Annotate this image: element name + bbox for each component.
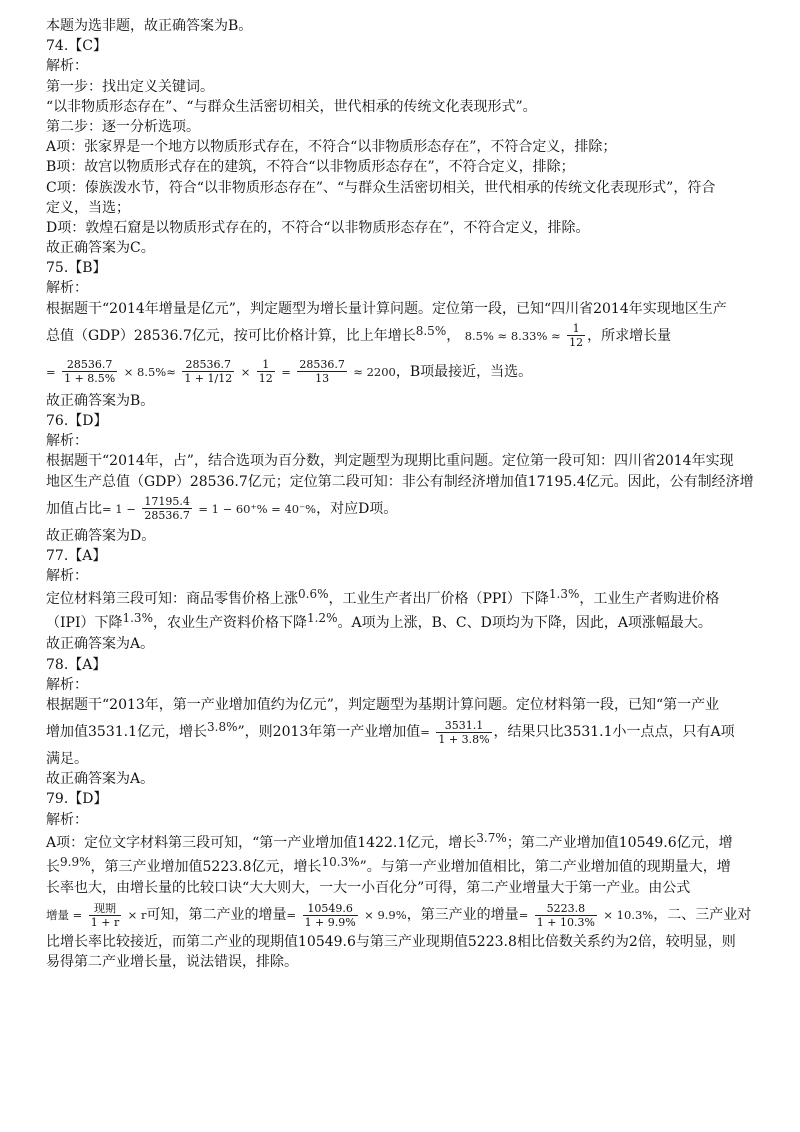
question-number: 78.【A】	[46, 656, 107, 673]
text-line: 根据题干“2014年增量是亿元”，判定题型为增长量计算问题。定位第一段，已知“四川省2014年实现地区生产	[46, 300, 727, 317]
formula-fraction: $\frac{17195.4}{28536.7}$	[144, 495, 190, 523]
analysis-label: 解析：	[46, 811, 88, 828]
formula-fraction: $\frac{5223.8}{1 + 10.3\%}$	[536, 901, 595, 929]
formula-inline: 9.9%	[60, 854, 91, 869]
text-line-with-formula: 增量 = $\frac{\text{现期}}{1 + r}$ × r可知，第二产业的增量= $\frac{10549.6}{1 + 9.9\%}$ × 9.9%，第三产业的增量= $\frac{5223.8}{1 + 10.3\%}$ × 10.3%，二、三产业对	[46, 901, 752, 929]
formula-inline: 3.7%	[476, 830, 507, 845]
formula-fraction: $\frac{28536.7}{13}$	[299, 358, 345, 386]
analysis-label: 解析：	[46, 58, 88, 75]
analysis-label: 解析：	[46, 568, 88, 585]
text-line: “以非物质形态存在”、“与群众生活密切相关，世代相承的传统文化表现形式”。	[46, 98, 537, 115]
text-line: 地区生产总值（GDP）28536.7亿元；定位第二段可知：非公有制经济增加值17195.4亿元。因此，公有制经济增	[46, 473, 754, 490]
formula-fraction: $\frac{1}{12}$	[569, 322, 584, 350]
text-line: 故正确答案为A。	[46, 636, 155, 653]
text-line-with-formula: 定位材料第三段可知：商品零售价格上涨0.6%，工业生产者出厂价格（PPI）下降1.3%，工业生产者购进价格	[46, 587, 720, 608]
analysis-label: 解析：	[46, 433, 88, 450]
analysis-label: 解析：	[46, 676, 88, 693]
text-line-with-formula: A项：定位文字材料第三段可知，“第一产业增加值1422.1亿元，增长3.7%；第二产业增加值10549.6亿元，增	[46, 830, 733, 851]
text-line-with-formula: 长9.9%，第三产业增加值5223.8亿元，增长10.3%”。与第一产业增加值相比，第二产业增加值的现期量大，增	[46, 854, 731, 875]
text-segment: ，所求增长量	[587, 327, 672, 344]
formula-inline: 1.3%	[122, 611, 153, 626]
formula-fraction: $\frac{\text{现期}}{1 + r}$	[90, 901, 120, 929]
text-line: 满足。	[46, 751, 88, 768]
text-line: 故正确答案为B。	[46, 392, 155, 409]
text-line: 故正确答案为C。	[46, 240, 155, 257]
text-line: C项：傣族泼水节，符合“以非物质形态存在”、“与群众生活密切相关，世代相承的传统文化表现形式”，符合	[46, 179, 716, 196]
text-line: B项：故宫以物质形式存在的建筑，不符合“以非物质形态存在”，不符合定义，排除；	[46, 159, 575, 176]
question-number: 74.【C】	[46, 38, 107, 55]
formula-inline: 10.3%	[321, 854, 360, 869]
formula-inline: 3.8%	[207, 720, 238, 735]
text-line: 本题为选非题，故正确答案为B。	[46, 18, 253, 34]
text-line: 定义，当选；	[46, 199, 130, 216]
text-line: 第二步：逐一分析选项。	[46, 118, 200, 135]
question-number: 76.【D】	[46, 413, 108, 429]
formula-fraction: $\frac{28536.7}{1 + 1/12}$	[184, 358, 233, 386]
text-line: D项：敦煌石窟是以物质形式存在的，不符合“以非物质形态存在”，不符合定义，排除。	[46, 219, 590, 236]
formula-inline: 1.3%	[548, 587, 580, 602]
question-number: 75.【B】	[46, 260, 107, 277]
formula-inline: 8.5% ≈ 8.33% ≈	[464, 328, 561, 343]
formula-fraction: $\frac{28536.7}{1 + 8.5\%}$	[64, 358, 116, 386]
text-line: 根据题干“2014年，占”，结合选项为百分数，判定题型为现期比重问题。定位第一段可知：四川省2014年实现	[46, 453, 734, 470]
text-line: 故正确答案为A。	[46, 771, 155, 788]
text-line: A项：张家界是一个地方以物质形式存在，不符合“以非物质形态存在”，不符合定义，排除；	[46, 139, 617, 156]
formula-fraction: $\frac{3531.1}{1 + 3.8\%}$	[438, 718, 490, 746]
analysis-label: 解析：	[46, 280, 88, 297]
text-line-with-formula: 增加值3531.1亿元，增长3.8%”，则2013年第一产业增加值= $\frac{3531.1}{1 + 3.8\%}$ ，结果只比3531.1小一点点，只有A项	[46, 718, 735, 746]
formula-inline: 8.5%	[415, 323, 447, 338]
question-number: 79.【D】	[46, 791, 108, 808]
formula-inline: 0.6%	[298, 587, 329, 602]
formula-fraction: $\frac{1}{12}$	[258, 358, 273, 386]
answer-page	[46, 16, 758, 972]
text-segment: ，B项最接近，当选。	[395, 363, 533, 380]
text-line-with-formula: （IPI）下降1.3%，农业生产资料价格下降1.2%。A项为上涨，B、C、D项均为下降，因此，A项涨幅最大。	[46, 611, 712, 632]
text-line: 长率也大，由增长量的比较口诀“大大则大，一大一小百化分”可得，第二产业增量大于第一产业。由公式	[46, 879, 691, 896]
text-line: 易得第二产业增长量，说法错误，排除。	[46, 954, 298, 971]
text-segment: 加值占比	[46, 500, 102, 517]
formula-fraction: $\frac{10549.6}{1 + 9.9\%}$	[304, 901, 356, 929]
question-number: 77.【A】	[46, 547, 107, 564]
text-line: 故正确答案为D。	[46, 527, 156, 544]
text-line-with-formula: 总值（GDP）28536.7亿元，按可比价格计算，比上年增长8.5%， 8.5% ≈ 8.33% ≈ $\frac{1}{12}$ ，所求增长量	[46, 322, 672, 350]
text-line: 第一步：找出定义关键词。	[46, 78, 214, 95]
formula-inline: 1.2%	[306, 611, 338, 626]
text-line-with-formula: = $\frac{28536.7}{1 + 8.5\%}$ × 8.5%≈ $\frac{28536.7}{1 + 1/12}$ × $\frac{1}{12}$ = $\frac{28536.7}{13}$ ≈ 2200，B项最接近，当选。	[46, 358, 533, 386]
text-segment: ，对应D项。	[316, 500, 398, 517]
text-segment: 总值（GDP）28536.7亿元，按可比价格计算，比上年增长	[46, 327, 416, 344]
text-line: 根据题干“2013年，第一产业增加值约为亿元”，判定题型为基期计算问题。定位材料第一段，已知“第一产业	[46, 696, 720, 713]
text-line-with-formula: 加值占比= 1 − $\frac{17195.4}{28536.7}$ = 1 − 60⁺% = 40⁻%，对应D项。	[46, 495, 398, 523]
text-line: 比增长率比较接近，而第二产业的现期值10549.6与第三产业现期值5223.8相比倍数关系约为2倍，较明显，则	[46, 934, 736, 950]
